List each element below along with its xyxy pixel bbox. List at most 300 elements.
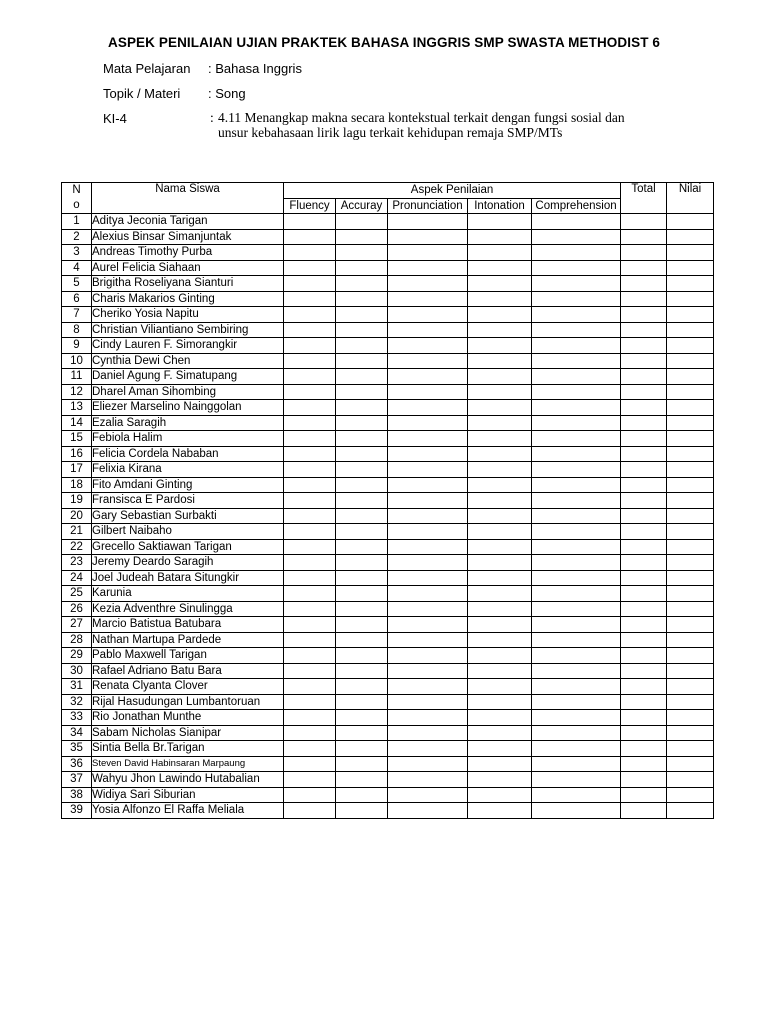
table-row — [62, 694, 714, 710]
comprehension-cell — [532, 260, 621, 276]
intonation-cell — [468, 260, 532, 276]
fluency-cell — [284, 772, 336, 788]
fluency-cell — [284, 663, 336, 679]
accuracy-cell — [336, 570, 388, 586]
table-row — [62, 601, 714, 617]
accuracy-cell — [336, 694, 388, 710]
column-header-nilai: Nilai — [667, 183, 714, 214]
fluency-cell — [284, 446, 336, 462]
comprehension-cell — [532, 338, 621, 354]
nilai-cell — [667, 663, 714, 679]
table-row — [62, 570, 714, 586]
total-cell — [621, 477, 667, 493]
comprehension-cell — [532, 462, 621, 478]
row-number: 20 — [62, 508, 92, 524]
row-number: 28 — [62, 632, 92, 648]
table-row — [62, 524, 714, 540]
pronunciation-cell — [388, 493, 468, 509]
nilai-cell — [667, 369, 714, 385]
nilai-cell — [667, 741, 714, 757]
intonation-cell — [468, 772, 532, 788]
pronunciation-cell — [388, 756, 468, 772]
nilai-cell — [667, 710, 714, 726]
nilai-cell — [667, 679, 714, 695]
intonation-cell — [468, 710, 532, 726]
intonation-cell — [468, 415, 532, 431]
comprehension-cell — [532, 214, 621, 230]
row-number: 17 — [62, 462, 92, 478]
accuracy-cell — [336, 369, 388, 385]
accuracy-cell — [336, 632, 388, 648]
intonation-cell — [468, 524, 532, 540]
document-title: ASPEK PENILAIAN UJIAN PRAKTEK BAHASA INGGRIS SMP SWASTA METHODIST 6 — [108, 35, 660, 50]
student-name: Wahyu Jhon Lawindo Hutabalian — [92, 772, 284, 788]
comprehension-cell — [532, 648, 621, 664]
intonation-cell — [468, 322, 532, 338]
subheader-comprehension: Comprehension — [532, 198, 621, 214]
intonation-cell — [468, 245, 532, 261]
comprehension-cell — [532, 353, 621, 369]
fluency-cell — [284, 291, 336, 307]
header-row — [62, 183, 714, 199]
total-cell — [621, 508, 667, 524]
fluency-cell — [284, 555, 336, 571]
fluency-cell — [284, 276, 336, 292]
fluency-cell — [284, 617, 336, 633]
intonation-cell — [468, 663, 532, 679]
comprehension-cell — [532, 245, 621, 261]
intonation-cell — [468, 291, 532, 307]
accuracy-cell — [336, 539, 388, 555]
pronunciation-cell — [388, 601, 468, 617]
total-cell — [621, 756, 667, 772]
fluency-cell — [284, 741, 336, 757]
comprehension-cell — [532, 524, 621, 540]
fluency-cell — [284, 803, 336, 819]
table-row — [62, 586, 714, 602]
pronunciation-cell — [388, 679, 468, 695]
total-cell — [621, 338, 667, 354]
fluency-cell — [284, 632, 336, 648]
fluency-cell — [284, 400, 336, 416]
ki-colon: : — [210, 110, 214, 125]
row-number: 35 — [62, 741, 92, 757]
subheader-intonation: Intonation — [468, 198, 532, 214]
row-number: 5 — [62, 276, 92, 292]
fluency-cell — [284, 586, 336, 602]
pronunciation-cell — [388, 384, 468, 400]
student-name: Steven David Habinsaran Marpaung — [92, 756, 284, 772]
topik-label: Topik / Materi — [103, 86, 181, 101]
pronunciation-cell — [388, 353, 468, 369]
pronunciation-cell — [388, 772, 468, 788]
accuracy-cell — [336, 322, 388, 338]
nilai-cell — [667, 446, 714, 462]
pronunciation-cell — [388, 477, 468, 493]
comprehension-cell — [532, 586, 621, 602]
pronunciation-cell — [388, 694, 468, 710]
total-cell — [621, 276, 667, 292]
student-name: Grecello Saktiawan Tarigan — [92, 539, 284, 555]
intonation-cell — [468, 307, 532, 323]
pronunciation-cell — [388, 322, 468, 338]
total-cell — [621, 803, 667, 819]
nilai-cell — [667, 384, 714, 400]
comprehension-cell — [532, 307, 621, 323]
row-number: 38 — [62, 787, 92, 803]
accuracy-cell — [336, 725, 388, 741]
comprehension-cell — [532, 400, 621, 416]
ki-label: KI-4 — [103, 111, 127, 126]
accuracy-cell — [336, 400, 388, 416]
column-header-no — [62, 183, 92, 214]
accuracy-cell — [336, 307, 388, 323]
row-number: 22 — [62, 539, 92, 555]
fluency-cell — [284, 710, 336, 726]
nilai-cell — [667, 415, 714, 431]
total-cell — [621, 555, 667, 571]
fluency-cell — [284, 570, 336, 586]
accuracy-cell — [336, 524, 388, 540]
intonation-cell — [468, 555, 532, 571]
fluency-cell — [284, 245, 336, 261]
fluency-cell — [284, 679, 336, 695]
pronunciation-cell — [388, 369, 468, 385]
pronunciation-cell — [388, 508, 468, 524]
student-name: Rio Jonathan Munthe — [92, 710, 284, 726]
pronunciation-cell — [388, 229, 468, 245]
total-cell — [621, 570, 667, 586]
total-cell — [621, 725, 667, 741]
table-row — [62, 756, 714, 772]
table-row — [62, 276, 714, 292]
table-row — [62, 663, 714, 679]
total-cell — [621, 307, 667, 323]
row-number: 10 — [62, 353, 92, 369]
table-row — [62, 555, 714, 571]
total-cell — [621, 462, 667, 478]
student-name: Eliezer Marselino Nainggolan — [92, 400, 284, 416]
comprehension-cell — [532, 632, 621, 648]
pronunciation-cell — [388, 415, 468, 431]
intonation-cell — [468, 787, 532, 803]
total-cell — [621, 663, 667, 679]
student-name: Febiola Halim — [92, 431, 284, 447]
pronunciation-cell — [388, 462, 468, 478]
intonation-cell — [468, 384, 532, 400]
table-row — [62, 725, 714, 741]
table-row — [62, 539, 714, 555]
accuracy-cell — [336, 477, 388, 493]
pronunciation-cell — [388, 260, 468, 276]
nilai-cell — [667, 260, 714, 276]
row-number: 12 — [62, 384, 92, 400]
student-name: Karunia — [92, 586, 284, 602]
pronunciation-cell — [388, 710, 468, 726]
accuracy-cell — [336, 384, 388, 400]
table-row — [62, 353, 714, 369]
accuracy-cell — [336, 617, 388, 633]
table-row — [62, 307, 714, 323]
accuracy-cell — [336, 493, 388, 509]
nilai-cell — [667, 508, 714, 524]
table-row — [62, 617, 714, 633]
intonation-cell — [468, 462, 532, 478]
total-cell — [621, 679, 667, 695]
total-cell — [621, 245, 667, 261]
topik-value: : Song — [208, 86, 246, 101]
accuracy-cell — [336, 415, 388, 431]
student-name: Pablo Maxwell Tarigan — [92, 648, 284, 664]
nilai-cell — [667, 586, 714, 602]
intonation-cell — [468, 508, 532, 524]
nilai-cell — [667, 307, 714, 323]
intonation-cell — [468, 648, 532, 664]
total-cell — [621, 632, 667, 648]
student-name: Kezia Adventhre Sinulingga — [92, 601, 284, 617]
fluency-cell — [284, 648, 336, 664]
fluency-cell — [284, 415, 336, 431]
nilai-cell — [667, 803, 714, 819]
nilai-cell — [667, 338, 714, 354]
accuracy-cell — [336, 601, 388, 617]
accuracy-cell — [336, 214, 388, 230]
intonation-cell — [468, 617, 532, 633]
pronunciation-cell — [388, 431, 468, 447]
row-number: 32 — [62, 694, 92, 710]
comprehension-cell — [532, 756, 621, 772]
intonation-cell — [468, 493, 532, 509]
intonation-cell — [468, 586, 532, 602]
pronunciation-cell — [388, 803, 468, 819]
accuracy-cell — [336, 508, 388, 524]
intonation-cell — [468, 539, 532, 555]
nilai-cell — [667, 229, 714, 245]
accuracy-cell — [336, 291, 388, 307]
fluency-cell — [284, 322, 336, 338]
comprehension-cell — [532, 384, 621, 400]
pronunciation-cell — [388, 214, 468, 230]
fluency-cell — [284, 539, 336, 555]
assessment-table — [61, 182, 714, 819]
nilai-cell — [667, 400, 714, 416]
table-row — [62, 229, 714, 245]
pronunciation-cell — [388, 400, 468, 416]
accuracy-cell — [336, 741, 388, 757]
intonation-cell — [468, 369, 532, 385]
row-number: 24 — [62, 570, 92, 586]
accuracy-cell — [336, 772, 388, 788]
row-number: 19 — [62, 493, 92, 509]
comprehension-cell — [532, 415, 621, 431]
mata-pelajaran-label: Mata Pelajaran — [103, 61, 191, 76]
nilai-cell — [667, 570, 714, 586]
comprehension-cell — [532, 493, 621, 509]
fluency-cell — [284, 214, 336, 230]
intonation-cell — [468, 601, 532, 617]
row-number: 36 — [62, 756, 92, 772]
accuracy-cell — [336, 787, 388, 803]
intonation-cell — [468, 694, 532, 710]
comprehension-cell — [532, 369, 621, 385]
table-row — [62, 260, 714, 276]
pronunciation-cell — [388, 291, 468, 307]
intonation-cell — [468, 570, 532, 586]
student-name: Cynthia Dewi Chen — [92, 353, 284, 369]
total-cell — [621, 524, 667, 540]
comprehension-cell — [532, 276, 621, 292]
student-name: Gilbert Naibaho — [92, 524, 284, 540]
pronunciation-cell — [388, 446, 468, 462]
comprehension-cell — [532, 431, 621, 447]
total-cell — [621, 384, 667, 400]
table-row — [62, 400, 714, 416]
student-name: Dharel Aman Sihombing — [92, 384, 284, 400]
accuracy-cell — [336, 803, 388, 819]
fluency-cell — [284, 493, 336, 509]
fluency-cell — [284, 462, 336, 478]
comprehension-cell — [532, 617, 621, 633]
fluency-cell — [284, 338, 336, 354]
nilai-cell — [667, 214, 714, 230]
pronunciation-cell — [388, 307, 468, 323]
comprehension-cell — [532, 570, 621, 586]
total-cell — [621, 400, 667, 416]
pronunciation-cell — [388, 663, 468, 679]
accuracy-cell — [336, 679, 388, 695]
total-cell — [621, 415, 667, 431]
student-name: Rafael Adriano Batu Bara — [92, 663, 284, 679]
total-cell — [621, 710, 667, 726]
row-number: 30 — [62, 663, 92, 679]
student-name: Yosia Alfonzo El Raffa Meliala — [92, 803, 284, 819]
nilai-cell — [667, 524, 714, 540]
column-header-no-line2: o — [73, 199, 80, 211]
student-name: Sintia Bella Br.Tarigan — [92, 741, 284, 757]
nilai-cell — [667, 787, 714, 803]
intonation-cell — [468, 803, 532, 819]
student-name: Aditya Jeconia Tarigan — [92, 214, 284, 230]
column-header-aspek: Aspek Penilaian — [284, 183, 621, 199]
column-header-name: Nama Siswa — [92, 183, 284, 214]
total-cell — [621, 741, 667, 757]
row-number: 26 — [62, 601, 92, 617]
nilai-cell — [667, 725, 714, 741]
student-name: Aurel Felicia Siahaan — [92, 260, 284, 276]
table-row — [62, 291, 714, 307]
pronunciation-cell — [388, 276, 468, 292]
table-row — [62, 632, 714, 648]
ki-description — [218, 110, 668, 140]
comprehension-cell — [532, 539, 621, 555]
student-name: Alexius Binsar Simanjuntak — [92, 229, 284, 245]
row-number: 23 — [62, 555, 92, 571]
row-number: 27 — [62, 617, 92, 633]
total-cell — [621, 493, 667, 509]
comprehension-cell — [532, 725, 621, 741]
table-row — [62, 710, 714, 726]
pronunciation-cell — [388, 555, 468, 571]
pronunciation-cell — [388, 570, 468, 586]
student-name: Fito Amdani Ginting — [92, 477, 284, 493]
row-number: 7 — [62, 307, 92, 323]
nilai-cell — [667, 648, 714, 664]
row-number: 33 — [62, 710, 92, 726]
table-row — [62, 803, 714, 819]
comprehension-cell — [532, 803, 621, 819]
row-number: 25 — [62, 586, 92, 602]
student-name: Jeremy Deardo Saragih — [92, 555, 284, 571]
comprehension-cell — [532, 663, 621, 679]
total-cell — [621, 260, 667, 276]
pronunciation-cell — [388, 245, 468, 261]
nilai-cell — [667, 632, 714, 648]
ki-line-1: 4.11 Menangkap makna secara kontekstual terkait dengan fungsi sosial dan — [218, 110, 625, 125]
student-name: Daniel Agung F. Simatupang — [92, 369, 284, 385]
table-row — [62, 477, 714, 493]
table-row — [62, 508, 714, 524]
fluency-cell — [284, 384, 336, 400]
comprehension-cell — [532, 741, 621, 757]
total-cell — [621, 291, 667, 307]
table-row — [62, 741, 714, 757]
intonation-cell — [468, 446, 532, 462]
pronunciation-cell — [388, 787, 468, 803]
table-row — [62, 679, 714, 695]
table-row — [62, 787, 714, 803]
total-cell — [621, 539, 667, 555]
student-name: Widiya Sari Siburian — [92, 787, 284, 803]
comprehension-cell — [532, 291, 621, 307]
total-cell — [621, 601, 667, 617]
pronunciation-cell — [388, 741, 468, 757]
accuracy-cell — [336, 710, 388, 726]
intonation-cell — [468, 756, 532, 772]
student-name: Cheriko Yosia Napitu — [92, 307, 284, 323]
total-cell — [621, 214, 667, 230]
nilai-cell — [667, 291, 714, 307]
student-name: Cindy Lauren F. Simorangkir — [92, 338, 284, 354]
column-header-no-line1: N — [72, 184, 81, 196]
row-number: 29 — [62, 648, 92, 664]
nilai-cell — [667, 431, 714, 447]
nilai-cell — [667, 477, 714, 493]
comprehension-cell — [532, 787, 621, 803]
comprehension-cell — [532, 772, 621, 788]
total-cell — [621, 586, 667, 602]
table-row — [62, 648, 714, 664]
fluency-cell — [284, 229, 336, 245]
fluency-cell — [284, 477, 336, 493]
pronunciation-cell — [388, 539, 468, 555]
fluency-cell — [284, 725, 336, 741]
nilai-cell — [667, 555, 714, 571]
accuracy-cell — [336, 586, 388, 602]
accuracy-cell — [336, 338, 388, 354]
comprehension-cell — [532, 508, 621, 524]
total-cell — [621, 772, 667, 788]
accuracy-cell — [336, 663, 388, 679]
pronunciation-cell — [388, 725, 468, 741]
nilai-cell — [667, 353, 714, 369]
total-cell — [621, 353, 667, 369]
table-row — [62, 431, 714, 447]
intonation-cell — [468, 679, 532, 695]
nilai-cell — [667, 276, 714, 292]
row-number: 2 — [62, 229, 92, 245]
student-name: Ezalia Saragih — [92, 415, 284, 431]
row-number: 16 — [62, 446, 92, 462]
